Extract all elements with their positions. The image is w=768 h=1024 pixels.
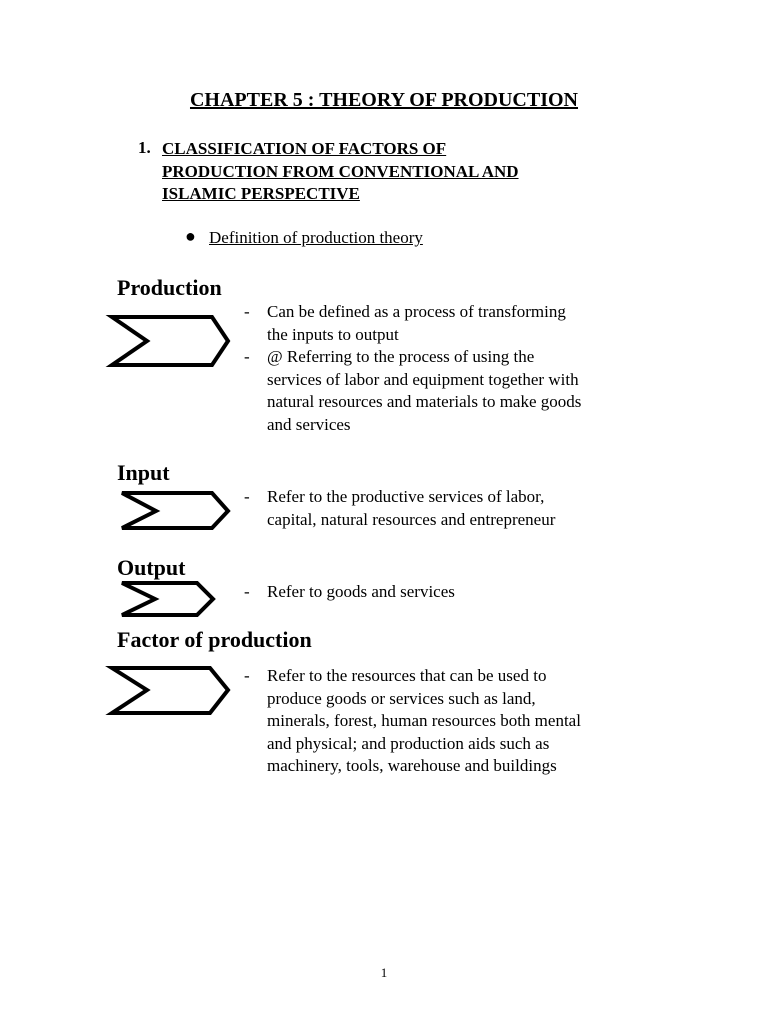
section-title-line-1: CLASSIFICATION OF FACTORS OF: [162, 139, 447, 158]
definition-line: Refer to the productive services of labor,: [267, 487, 545, 506]
definition-input: [267, 486, 667, 531]
section-title-line-3: ISLAMIC PERSPECTIVE: [162, 184, 360, 203]
section-number: 1.: [138, 138, 151, 157]
definition-line: the inputs to output: [267, 324, 399, 344]
definition-dash: -: [244, 347, 250, 366]
definition-line: minerals, forest, human resources both mental: [267, 711, 581, 730]
term-production: Production: [117, 275, 222, 300]
definition-line: Refer to the resources that can be used to: [267, 666, 547, 685]
definition-dash: -: [244, 582, 250, 601]
definition-line: capital, natural resources and entrepreneur: [267, 509, 556, 529]
term-input: Input: [117, 460, 170, 485]
section-title-line-2: PRODUCTION FROM CONVENTIONAL AND: [162, 161, 519, 181]
term-factor-of-production: Factor of production: [117, 627, 312, 652]
definition-factor-of-production: [267, 665, 667, 778]
page-number: 1: [380, 965, 388, 980]
definition-line: Refer to goods and services: [267, 582, 455, 601]
definition-line: produce goods or services such as land,: [267, 688, 536, 708]
definition-line: services of labor and equipment together with: [267, 369, 579, 389]
definition-line: Can be defined as a process of transforming: [267, 302, 566, 321]
chevron-arrow-icon: [122, 493, 228, 528]
chevron-arrow-icon: [112, 317, 228, 365]
chevron-arrow-icon: [112, 668, 228, 713]
definition-production-1: [267, 301, 667, 346]
definition-dash: -: [244, 666, 250, 685]
definition-production-2: [267, 346, 667, 436]
definition-line: machinery, tools, warehouse and buildings: [267, 756, 557, 775]
definition-line: natural resources and materials to make goods: [267, 392, 582, 411]
definition-line: and physical; and production aids such as: [267, 733, 550, 753]
term-output: Output: [117, 555, 186, 580]
definition-output: [267, 581, 667, 604]
definition-line: @ Referring to the process of using the: [267, 347, 535, 366]
definition-dash: -: [244, 487, 250, 506]
definition-dash: -: [244, 302, 250, 321]
definition-line: and services: [267, 414, 351, 434]
chapter-title: CHAPTER 5 : THEORY OF PRODUCTION: [189, 89, 579, 111]
chevron-arrow-icon: [122, 583, 213, 615]
bullet-icon: ●: [185, 226, 196, 246]
bullet-text: Definition of production theory: [209, 228, 423, 247]
